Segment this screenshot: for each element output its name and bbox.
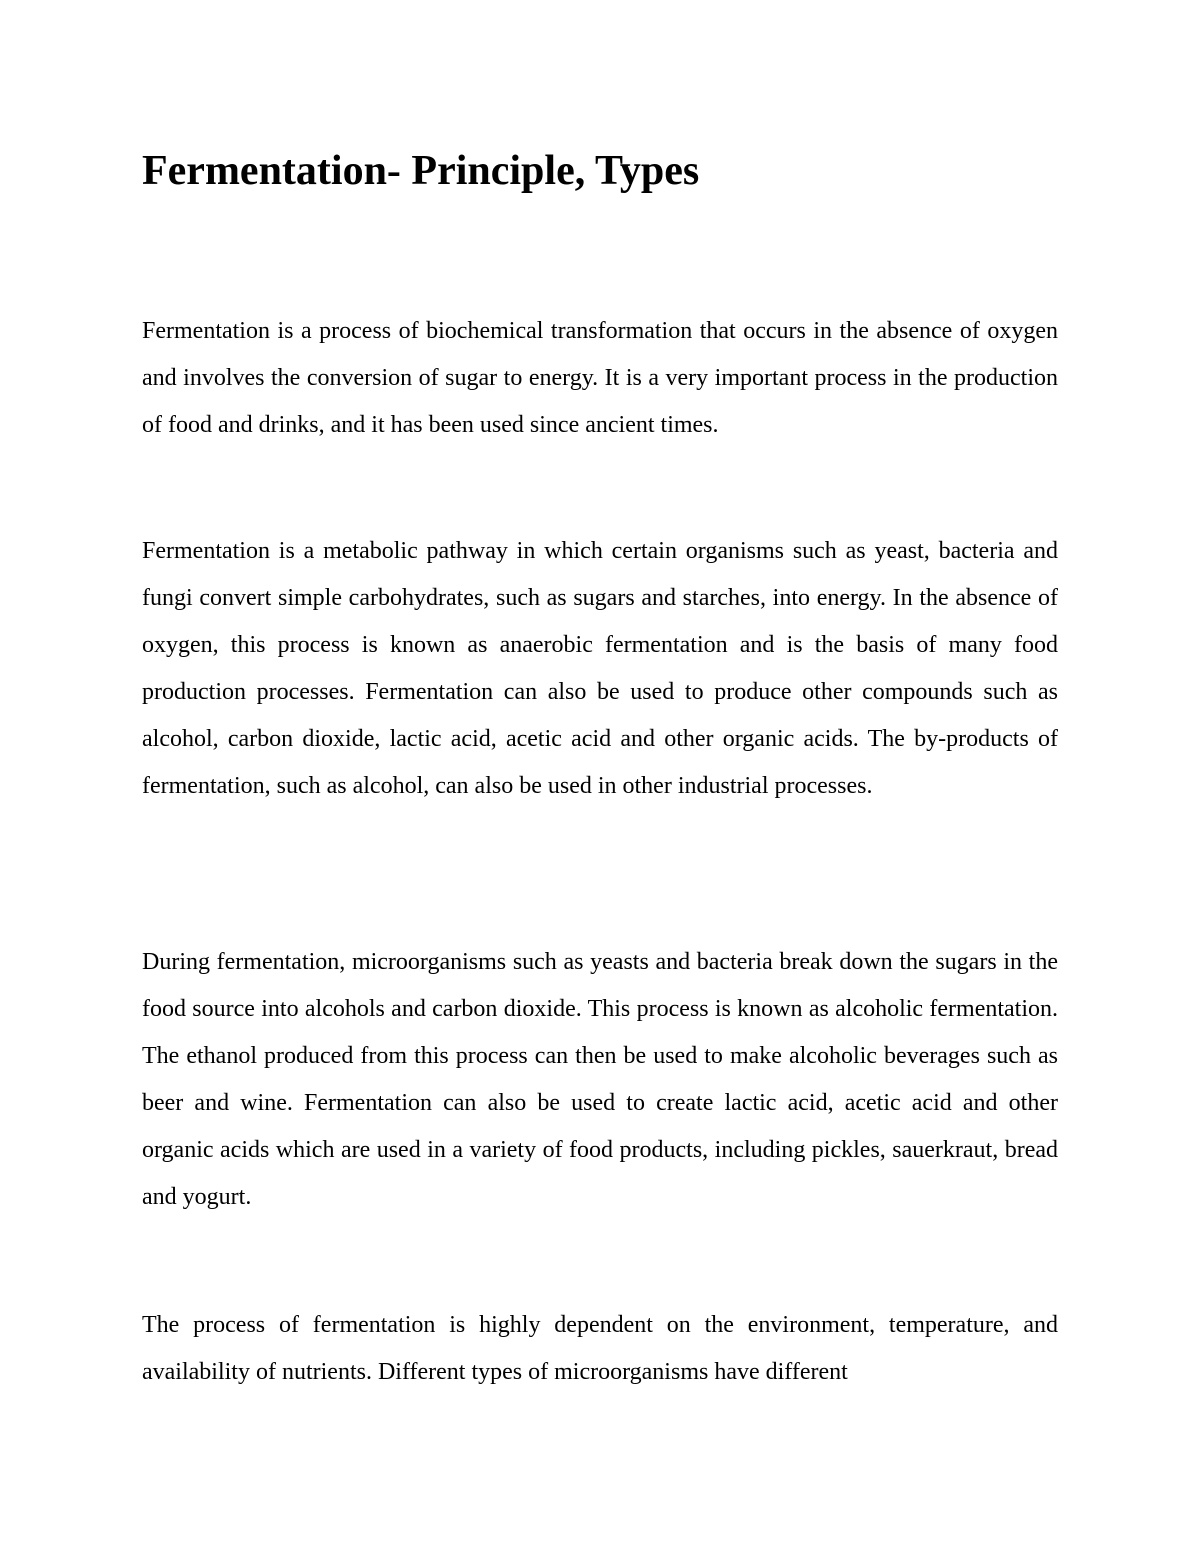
paragraph-metabolic-pathway: Fermentation is a metabolic pathway in which certain organisms such as yeast, bacteria and fungi convert simple carbohydrates, such as sugars and starches, into energy. In the absence of oxygen, this process is known as anaerobic fermentation and is the basis of many food production processes. Fermentation can also be used to produce other compounds such as alcohol, carbon dioxide, lactic acid, acetic acid and other organic acids. The by-products of fermentation, such as alcohol, can also be used in other industrial processes. — [142, 538, 1058, 799]
document-title: Fermentation- Principle, Types — [142, 148, 700, 194]
paragraph-environment-dependence: The process of fermentation is highly dependent on the environment, temperature, and availability of nutrients. Different types of microorganisms have different — [142, 1312, 1058, 1385]
paragraph-intro: Fermentation is a process of biochemical transformation that occurs in the absence of oxygen and involves the conversion of sugar to energy. It is a very important process in the production of food and drinks, and it has been used since ancient times. — [142, 318, 1058, 438]
paragraph-alcoholic-fermentation: During fermentation, microorganisms such as yeasts and bacteria break down the sugars in the food source into alcohols and carbon dioxide. This process is known as alcoholic fermentation. The ethanol produced from this process can then be used to make alcoholic beverages such as beer and wine. Fermentation can also be used to create lactic acid, acetic acid and other organic acids which are used in a variety of food products, including pickles, sauerkraut, bread and yogurt. — [142, 949, 1058, 1210]
